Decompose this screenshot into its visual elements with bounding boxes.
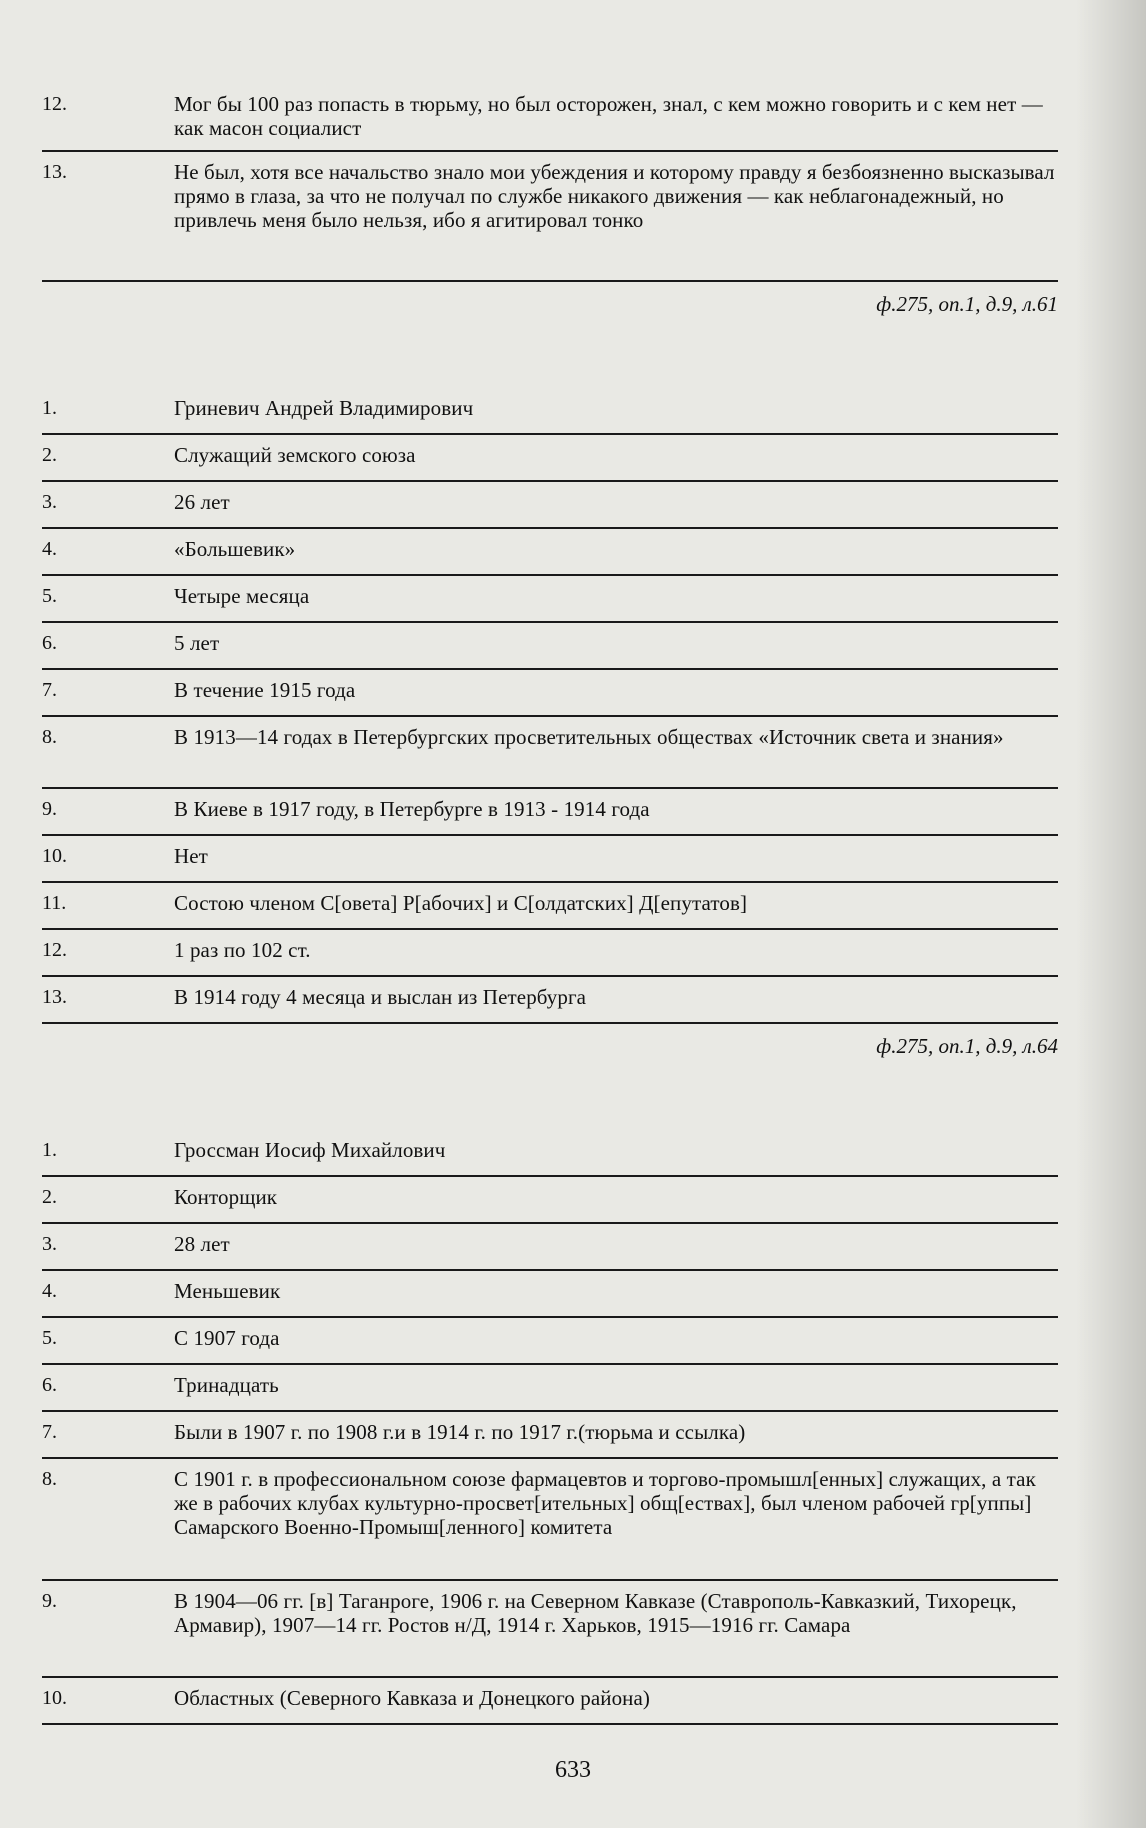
row-number: 2. [42, 1186, 57, 1208]
row-answer: Служащий земского союза [174, 443, 416, 467]
table-row [42, 84, 1058, 152]
row-number: 2. [42, 444, 57, 466]
row-number: 3. [42, 491, 57, 513]
row-number: 12. [42, 93, 67, 115]
row-number: 4. [42, 538, 57, 560]
table-row [42, 529, 1058, 576]
row-number: 5. [42, 585, 57, 607]
row-number: 9. [42, 1590, 57, 1612]
row-answer: В 1914 году 4 месяца и выслан из Петербурга [174, 985, 587, 1009]
row-answer: Конторщик [174, 1185, 278, 1209]
table-row [42, 435, 1058, 482]
table-row [42, 1412, 1058, 1459]
row-number: 13. [42, 986, 67, 1008]
table-row [42, 977, 1058, 1024]
row-answer: Состою членом С[овета] Р[абочих] и С[олдатских] Д[епутатов] [174, 891, 748, 915]
row-number: 8. [42, 1468, 57, 1490]
table-row [42, 883, 1058, 930]
table-row [42, 152, 1058, 282]
row-answer: С 1907 года [174, 1326, 280, 1350]
row-answer: В 1904—06 гг. [в] Таганроге, 1906 г. на Северном Кавказе (Ставрополь-Кавказкий, Тихорецк, Армавир), 1907—14 гг. Ростов н/Д, 1914 г. Харьков, 1915—1916 гг. Самара [174, 1589, 1017, 1637]
row-number: 6. [42, 632, 57, 654]
row-answer: «Большевик» [174, 537, 296, 561]
row-answer: 26 лет [174, 490, 230, 514]
row-answer: Областных (Северного Кавказа и Донецкого района) [174, 1686, 651, 1710]
table-row [42, 930, 1058, 977]
table-row [42, 1224, 1058, 1271]
row-answer: Были в 1907 г. по 1908 г.и в 1914 г. по 1917 г.(тюрьма и ссылка) [174, 1420, 746, 1444]
table-row [42, 1459, 1058, 1581]
table-row [42, 1130, 1058, 1177]
row-answer: Меньшевик [174, 1279, 281, 1303]
row-number: 7. [42, 1421, 57, 1443]
row-answer: Мог бы 100 раз попасть в тюрьму, но был осторожен, знал, с кем можно говорить и с кем нет — как масон социалист [174, 92, 1043, 140]
row-number: 8. [42, 726, 57, 748]
row-answer: В 1913—14 годах в Петербургских просветительных обществах «Источник света и знания» [174, 725, 1004, 749]
row-answer: С 1901 г. в профессиональном союзе фармацевтов и торгово-промышл[енных] служащих, а так же в рабочих клубах культурно-просвет[ительных] общ[ествах], был членом рабочей гр[уппы] Самарского Военно-Промыш[ленного] комитета [174, 1467, 1036, 1539]
row-answer: Четыре месяца [174, 584, 310, 608]
row-answer: Гриневич Андрей Владимирович [174, 396, 474, 420]
row-number: 6. [42, 1374, 57, 1396]
row-answer: В Киеве в 1917 году, в Петербурге в 1913 - 1914 года [174, 797, 650, 821]
row-number: 1. [42, 397, 57, 419]
table-row [42, 1318, 1058, 1365]
table-row [42, 576, 1058, 623]
row-number: 3. [42, 1233, 57, 1255]
row-number: 4. [42, 1280, 57, 1302]
row-number: 9. [42, 798, 57, 820]
row-number: 12. [42, 939, 67, 961]
questionnaire-block-2 [42, 388, 1058, 1059]
row-answer: 28 лет [174, 1232, 230, 1256]
table-row [42, 1271, 1058, 1318]
table-row [42, 789, 1058, 836]
table-row [42, 482, 1058, 529]
table-row [42, 836, 1058, 883]
table-row [42, 717, 1058, 789]
table-row [42, 1365, 1058, 1412]
table-row [42, 388, 1058, 435]
row-number: 10. [42, 1687, 67, 1709]
row-number: 10. [42, 845, 67, 867]
row-answer: Нет [174, 844, 208, 868]
row-answer: 5 лет [174, 631, 220, 655]
row-answer: Тринадцать [174, 1373, 279, 1397]
table-row [42, 1581, 1058, 1678]
row-answer: 1 раз по 102 ст. [174, 938, 311, 962]
table-row [42, 670, 1058, 717]
row-number: 7. [42, 679, 57, 701]
archive-reference: ф.275, оп.1, д.9, л.64 [876, 1034, 1058, 1058]
table-row [42, 1678, 1058, 1725]
questionnaire-block-3 [42, 1130, 1058, 1725]
page-edge-shadow [1076, 0, 1146, 1828]
archive-reference: ф.275, оп.1, д.9, л.61 [876, 292, 1058, 316]
page-number: 633 [555, 1757, 591, 1783]
row-number: 1. [42, 1139, 57, 1161]
row-number: 5. [42, 1327, 57, 1349]
row-answer: Гроссман Иосиф Михайлович [174, 1138, 446, 1162]
row-number: 11. [42, 892, 67, 914]
row-answer: В течение 1915 года [174, 678, 356, 702]
table-row [42, 623, 1058, 670]
table-row [42, 1177, 1058, 1224]
questionnaire-block-1 [42, 84, 1058, 317]
row-answer: Не был, хотя все начальство знало мои убеждения и которому правду я безбоязненно высказывал прямо в глаза, за что не получал по службе никакого движения — как неблагонадежный, но привлечь меня было нельзя, ибо я агитировал тонко [174, 160, 1055, 232]
row-number: 13. [42, 161, 67, 183]
